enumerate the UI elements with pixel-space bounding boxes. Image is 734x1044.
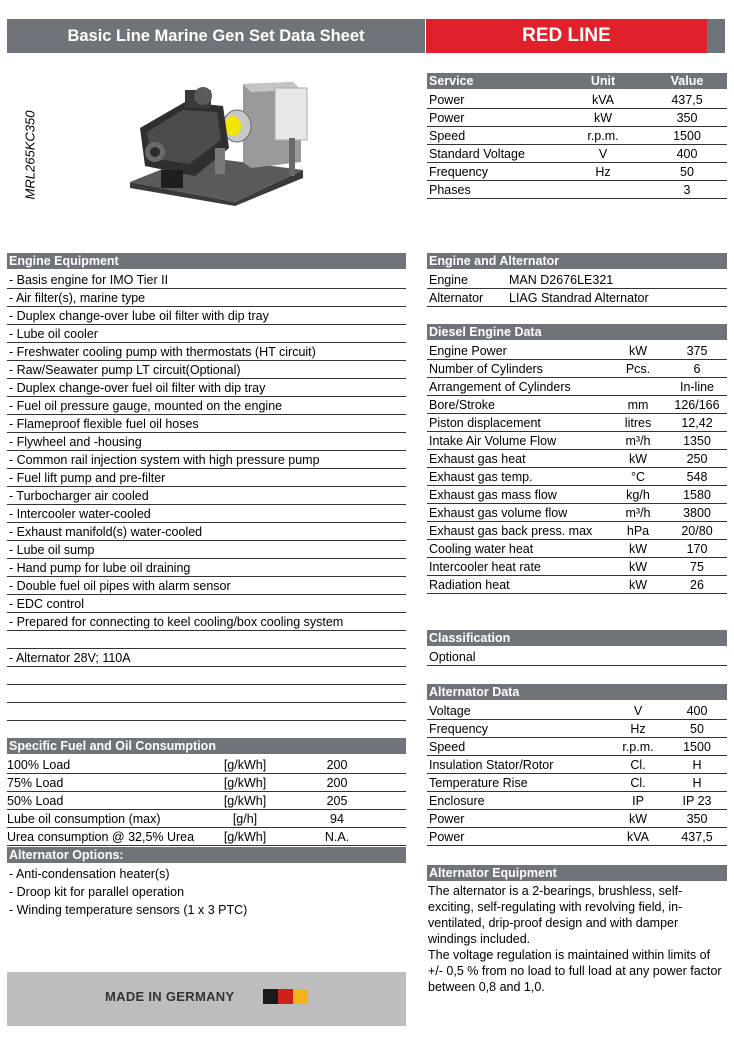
equipment-item [7,595,406,613]
equipment-item [7,487,406,505]
service-label: Phases [429,183,471,197]
consumption-label: 75% Load [7,776,64,790]
alternator-data-label: Speed [429,740,466,754]
diesel-value: 3800 [683,506,711,520]
alternator-data-unit: r.p.m. [622,740,654,754]
diesel-row [427,342,727,360]
alternator-data-unit: V [633,704,643,718]
equipment-text: - Fuel lift pump and pre-filter [9,471,166,485]
alternator-data-value: IP 23 [682,794,712,808]
diesel-label: Exhaust gas mass flow [429,488,557,502]
diesel-value: 250 [686,452,708,466]
equipment-text: - Basis engine for IMO Tier II [9,273,169,287]
document-title: Basic Line Marine Gen Set Data Sheet [7,19,425,53]
alternator-data-row [427,810,727,828]
engine-alternator-row [427,289,727,307]
alternator-data-label: Enclosure [429,794,485,808]
diesel-label: Exhaust gas heat [429,452,526,466]
diesel-label: Exhaust gas temp. [429,470,533,484]
made-in-label: MADE IN GERMANY [105,989,235,1004]
alternator-data-label: Voltage [429,704,471,718]
consumption-value: 205 [326,794,348,808]
consumption-unit: [g/kWh] [223,794,267,808]
classification-header: Classification [427,630,727,646]
consumption-unit: [g/h] [232,812,258,826]
consumption-header: Specific Fuel and Oil Consumption [7,738,406,754]
service-row [427,109,727,127]
diesel-value: In-line [679,380,715,394]
consumption-unit: [g/kWh] [223,776,267,790]
equipment-item [7,343,406,361]
equipment-item [7,433,406,451]
equipment-text: - Alternator 28V; 110A [9,651,131,665]
equipment-item [7,361,406,379]
alternator-data-value: H [692,776,702,790]
diesel-unit: kW [628,452,648,466]
flag-black-stripe [263,989,278,1004]
service-label: Speed [429,129,466,143]
equipment-item [7,289,406,307]
diesel-value: 375 [686,344,708,358]
diesel-value: 26 [690,578,704,592]
alternator-data-label: Frequency [429,722,489,736]
equipment-item [7,613,406,631]
diesel-row [427,396,727,414]
diesel-row [427,414,727,432]
diesel-unit: kg/h [626,488,650,502]
alternator-data-unit: Hz [630,722,646,736]
consumption-row [7,774,406,792]
consumption-value: 200 [326,758,348,772]
service-unit: V [598,147,608,161]
service-value: 3 [683,183,691,197]
equipment-text: - Raw/Seawater pump LT circuit(Optional) [9,363,241,377]
alternator-data-value: 350 [686,812,708,826]
equipment-text: - Duplex change-over lube oil filter with dip tray [9,309,269,323]
consumption-row [7,810,406,828]
alternator-data-row [427,756,727,774]
consumption-unit: [g/kWh] [223,758,267,772]
service-label: Frequency [429,165,489,179]
alternator-data-label: Temperature Rise [429,776,528,790]
equipment-text: - Freshwater cooling pump with thermostats (HT circuit) [9,345,316,359]
equipment-text: - Hand pump for lube oil draining [9,561,191,575]
diesel-value: 170 [686,542,708,556]
service-label: Power [429,93,465,107]
alternator-data-unit: IP [632,794,644,808]
alternator-data-row [427,702,727,720]
service-value: 50 [680,165,694,179]
equipment-text: - Flameproof flexible fuel oil hoses [9,417,199,431]
equipment-item [7,685,406,703]
red-line-badge: RED LINE [426,19,707,53]
diesel-row [427,468,727,486]
consumption-unit: [g/kWh] [223,830,267,844]
equipment-item [7,469,406,487]
equipment-text: - Common rail injection system with high pressure pump [9,453,320,467]
alternator-option-item: - Droop kit for parallel operation [9,885,185,899]
equipment-item [7,523,406,541]
diesel-unit: litres [624,416,652,430]
engine-alternator-label: Engine [429,273,468,287]
diesel-value: 6 [693,362,701,376]
equipment-item [7,325,406,343]
alternator-data-value: 50 [690,722,704,736]
diesel-label: Piston displacement [429,416,541,430]
diesel-unit: m³/h [625,434,651,448]
equipment-text: - Lube oil cooler [9,327,98,341]
alternator-data-value: H [692,758,702,772]
alternator-equipment-paragraph: The voltage regulation is maintained within limits of +/- 0,5 % from no load to full load at any power factor between 0,8 and 1,0. [428,948,722,994]
alternator-data-unit: Cl. [630,776,646,790]
alternator-data-unit: Cl. [630,758,646,772]
equipment-item [7,577,406,595]
equipment-item [7,505,406,523]
equipment-item [7,307,406,325]
diesel-row [427,522,727,540]
alternator-data-row [427,738,727,756]
consumption-row [7,792,406,810]
diesel-label: Exhaust gas back press. max [429,524,593,538]
diesel-row [427,378,727,396]
service-unit: kW [593,111,613,125]
alternator-data-value: 437,5 [681,830,713,844]
equipment-item [7,703,406,721]
header-end-block [707,19,725,53]
alternator-option-item: - Anti-condensation heater(s) [9,867,170,881]
equipment-item [7,415,406,433]
alternator-data-unit: kVA [627,830,649,844]
equipment-text: - Turbocharger air cooled [9,489,149,503]
diesel-value: 1580 [683,488,711,502]
equipment-text: - Air filter(s), marine type [9,291,146,305]
consumption-row [7,828,406,846]
service-label: Standard Voltage [429,147,525,161]
alternator-data-label: Power [429,830,465,844]
diesel-label: Number of Cylinders [429,362,543,376]
equipment-text: - Double fuel oil pipes with alarm sensor [9,579,231,593]
alternator-data-row [427,774,727,792]
diesel-row [427,540,727,558]
equipment-item [7,451,406,469]
genset-illustration [125,78,325,206]
diesel-unit: kW [628,542,648,556]
equipment-item [7,379,406,397]
consumption-value: N.A. [324,830,350,844]
diesel-engine-data-header: Diesel Engine Data [427,324,727,340]
flag-red-stripe [278,989,293,1004]
equipment-item [7,649,406,667]
classification-value: Optional [429,650,476,664]
service-value: 1500 [673,129,701,143]
consumption-label: Lube oil consumption (max) [7,812,161,826]
equipment-text: - Intercooler water-cooled [9,507,151,521]
diesel-value: 12,42 [681,416,713,430]
equipment-item [7,541,406,559]
diesel-row [427,450,727,468]
service-value: 400 [676,147,698,161]
diesel-unit: kW [628,560,648,574]
diesel-row [427,486,727,504]
equipment-text: - Exhaust manifold(s) water-cooled [9,525,203,539]
equipment-item [7,397,406,415]
diesel-value: 1350 [683,434,711,448]
service-header: Service Unit Value [427,73,727,89]
engine-alternator-value: MAN D2676LE321 [509,273,614,287]
alternator-data-row [427,828,727,846]
engine-alternator-header: Engine and Alternator [427,253,727,269]
equipment-text: - Prepared for connecting to keel cooling/box cooling system [9,615,344,629]
diesel-label: Engine Power [429,344,507,358]
alternator-data-header: Alternator Data [427,684,727,700]
diesel-row [427,558,727,576]
service-unit: r.p.m. [587,129,619,143]
diesel-unit: m³/h [625,506,651,520]
diesel-value: 75 [690,560,704,574]
diesel-row [427,360,727,378]
engine-alternator-value: LIAG Standrad Alternator [509,291,649,305]
equipment-text: - Duplex change-over fuel oil filter with dip tray [9,381,266,395]
diesel-unit: hPa [626,524,650,538]
equipment-text: - EDC control [9,597,85,611]
consumption-value: 200 [326,776,348,790]
service-row [427,91,727,109]
service-label: Power [429,111,465,125]
alternator-data-unit: kW [628,812,648,826]
diesel-value: 548 [686,470,708,484]
service-row [427,145,727,163]
service-value: 350 [676,111,698,125]
diesel-row [427,504,727,522]
classification-row [427,648,727,666]
flag-gold-stripe [293,989,308,1004]
diesel-label: Radiation heat [429,578,510,592]
equipment-item [7,631,406,649]
diesel-label: Intake Air Volume Flow [429,434,557,448]
diesel-label: Bore/Stroke [429,398,496,412]
equipment-text: - Flywheel and -housing [9,435,142,449]
equipment-item [7,271,406,289]
service-unit: Hz [595,165,611,179]
diesel-unit: kW [628,344,648,358]
model-label: MRL265KC350 [22,110,38,200]
engine-alternator-label: Alternator [429,291,484,305]
diesel-row [427,432,727,450]
diesel-label: Cooling water heat [429,542,534,556]
consumption-value: 94 [330,812,344,826]
alternator-equipment-text [428,883,728,995]
service-row [427,127,727,145]
diesel-value: 20/80 [681,524,713,538]
diesel-value: 126/166 [674,398,720,412]
service-unit: kVA [592,93,614,107]
equipment-item [7,667,406,685]
alternator-data-label: Power [429,812,465,826]
consumption-label: 50% Load [7,794,64,808]
alternator-data-row [427,720,727,738]
diesel-row [427,576,727,594]
diesel-unit: mm [627,398,649,412]
service-value: 437,5 [671,93,703,107]
consumption-row [7,756,406,774]
made-in-germany-banner [7,972,406,1026]
alternator-data-label: Insulation Stator/Rotor [429,758,554,772]
diesel-unit: kW [628,578,648,592]
engine-equipment-header: Engine Equipment [7,253,406,269]
equipment-text: - Lube oil sump [9,543,95,557]
diesel-unit: °C [630,470,646,484]
alternator-data-value: 1500 [683,740,711,754]
consumption-label: 100% Load [7,758,71,772]
alternator-data-row [427,792,727,810]
diesel-unit: Pcs. [625,362,651,376]
service-row [427,163,727,181]
alternator-data-value: 400 [686,704,708,718]
alternator-option-item: - Winding temperature sensors (1 x 3 PTC) [9,903,248,917]
equipment-text: - Fuel oil pressure gauge, mounted on the engine [9,399,283,413]
equipment-item [7,559,406,577]
service-row [427,181,727,199]
diesel-label: Intercooler heat rate [429,560,541,574]
alternator-equipment-header: Alternator Equipment [427,865,727,881]
alternator-equipment-paragraph: The alternator is a 2-bearings, brushless, self-exciting, self-regulating with revolving field, in-ventilated, drip-proof design and with damper windings included. [428,884,683,946]
consumption-label: Urea consumption @ 32,5% Urea [7,830,195,844]
diesel-label: Exhaust gas volume flow [429,506,568,520]
engine-alternator-row [427,271,727,289]
alternator-options-header: Alternator Options: [7,847,406,863]
diesel-label: Arrangement of Cylinders [429,380,571,394]
